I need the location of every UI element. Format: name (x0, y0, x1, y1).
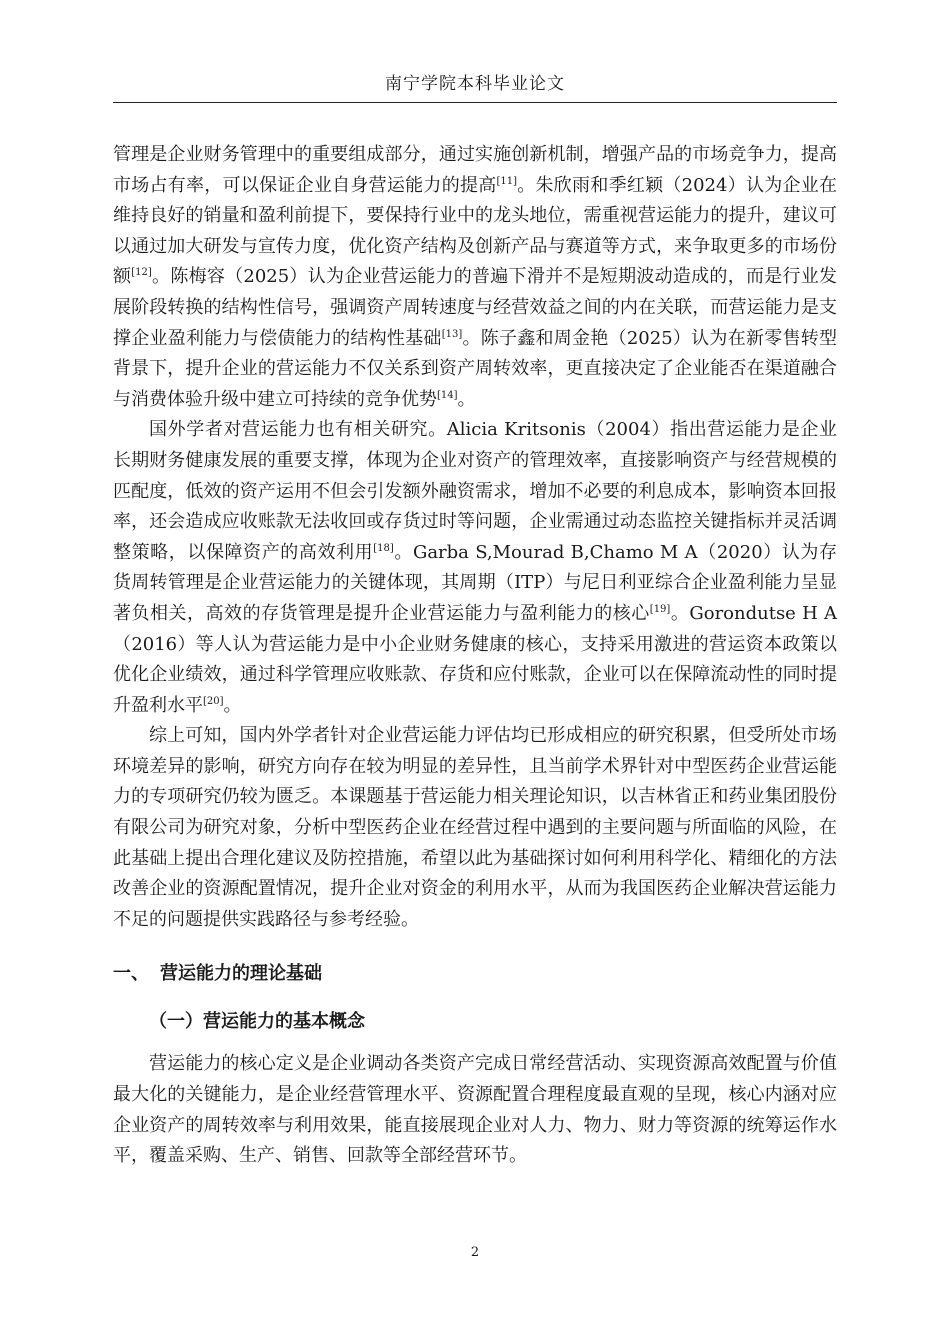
citation-12: [12] (131, 267, 152, 279)
paragraph-2: 国外学者对营运能力也有相关研究。Alicia Kritsonis（2004）指出营运能力是企业长期财务健康发展的重要支撑，体现为企业对资产的管理效率，直接影响资产与经营规模的匹配度，低效的资产运用不但会引发额外融资需求，增加不必要的利息成本，影响资本回报率，还会造成应收账款无法收回或存货过时等问题，企业需通过动态监控关键指标并灵活调整策略，以保障资产的高效利用[18]。Garba S,Mourad B,Chamo M A（2020）认为存货周转管理是企业营运能力的关键体现，其周期（ITP）与尼日利亚综合企业盈利能力呈显著负相关，高效的存货管理是提升企业营运能力与盈利能力的核心[19]。Gorondutse H A（2016）等人认为营运能力是中小企业财务健康的核心，支持采用激进的营运资本政策以优化企业绩效，通过科学管理应收账款、存货和应付账款，企业可以在保障流动性的同时提升盈利水平[20]。 (113, 419, 838, 716)
page-number: 2 (470, 1245, 480, 1260)
page-header: 南宁学院本科毕业论文 (385, 74, 565, 94)
paragraph-4: 营运能力的核心定义是企业调动各类资产完成日常经营活动、实现资源高效配置与价值最大化的关键能力，是企业经营管理水平、资源配置合理程度最直观的呈现，核心内涵对应企业资产的周转效率与利用效果，能直接展现企业对人力、物力、财力等资源的统筹运作水平，覆盖采购、生产、销售、回款等全部经营环节。 (113, 1053, 837, 1167)
paragraph-1: 管理是企业财务管理中的重要组成部分，通过实施创新机制，增强产品的市场竞争力，提高市场占有率，可以保证企业自身营运能力的提高[11]。朱欣雨和季红颖（2024）认为企业在维持良好的销量和盈利前提下，要保持行业中的龙头地位，需重视营运能力的提升，建议可以通过加大研发与宣传力度，优化资产结构及创新产品与赛道等方式，来争取更多的市场份额[12]。陈梅容（2025）认为企业营运能力的普遍下滑并不是短期波动造成的，而是行业发展阶段转换的结构性信号，强调资产周转速度与经营效益之间的内在关联，而营运能力是支撑企业盈利能力与偿债能力的结构性基础[13]。陈子鑫和周金艳（2025）认为在新零售转型背景下，提升企业的营运能力不仅关系到资产周转效率，更直接决定了企业能否在渠道融合与消费体验升级中建立可持续的竞争优势[14]。 (113, 144, 837, 410)
citation-19: [19] (649, 603, 671, 615)
citation-18: [18] (373, 542, 394, 554)
citation-11: [11] (496, 175, 518, 187)
header-rule (113, 102, 837, 103)
citation-20: [20] (203, 695, 224, 707)
subsection-heading-1: （一）营运能力的基本概念 (149, 1011, 365, 1033)
body-text (113, 140, 837, 1172)
section-title: 营运能力的理论基础 (160, 963, 322, 985)
citation-13: [13] (441, 328, 463, 340)
paragraph-3: 综上可知，国内外学者针对企业营运能力评估均已形成相应的研究积累，但受所处市场环境差异的影响，研究方向存在较为明显的差异性，且当前学术界针对中型医药企业营运能力的专项研究仍较为匮乏。本课题基于营运能力相关理论知识，以吉林省正和药业集团股份有限公司为研究对象，分析中型医药企业在经营过程中遇到的主要问题与所面临的风险，在此基础上提出合理化建议及防控措施，希望以此为基础探讨如何利用科学化、精细化的方法改善企业的资源配置情况，提升企业对资金的利用水平，从而为我国医药企业解决营运能力不足的问题提供实践路径与参考经验。 (113, 725, 837, 930)
section-heading-1 (113, 959, 837, 989)
citation-14: [14] (437, 389, 458, 401)
section-number: 一、 (113, 963, 149, 985)
